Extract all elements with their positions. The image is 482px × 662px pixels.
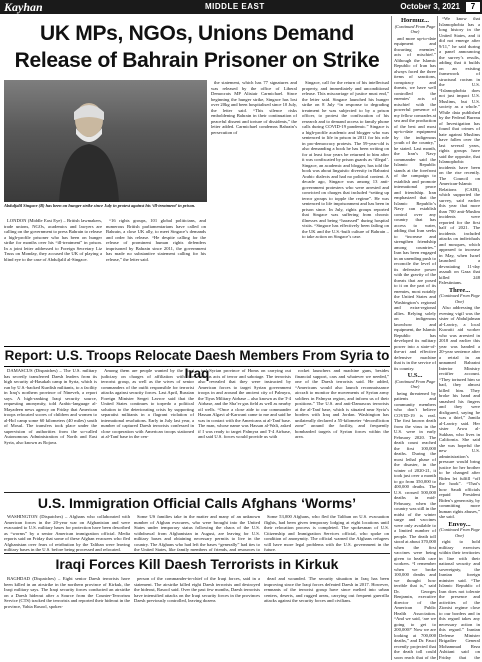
- story3-column-3: [264, 514, 389, 552]
- us-title: U.S...: [407, 372, 423, 379]
- hormuz-continued: (Continued From Page One): [394, 23, 436, 34]
- divider: [4, 492, 390, 493]
- story1-column-4: [302, 80, 389, 342]
- envoy-continued: (Continued From Page One): [439, 527, 480, 538]
- story1-column-1: [4, 218, 102, 342]
- story1-headline-line1: UK MPs, NGOs, Unions Demand: [40, 22, 354, 45]
- story3-headline: U.S. Immigration Official Calls Afghans ‘Worms’: [37, 495, 357, 511]
- story2-col2-text: Among them are people wanted by the Iraqi judiciary on charges of affiliation with the terrorist group, as well as the wives of senior commanders of the outfit responsible for terrorist attacks against security forces. Last April, Russian Foreign Minister Sergei Lavrov said that the United States continues to torpedo a political solution to the deteriorating crisis by supporting separatist militants in a flagrant violation of international resolutions. Early in July last year, a number of captured Daesh terrorists confessed in close cooperation with American troops stationed at al-Tanf base in the cen-: [101, 368, 194, 439]
- story4-column-3: [264, 576, 389, 660]
- story3-col3-text: Some 53,000 Afghans, who fled the Taliban on U.S. evacuation flights, had been given temporary lodging at eight locations until their relocation process is completed. The spokesman of U.S. Citizenship and Immigration Services official, who spoke on condition of anonymity. The official warned the Afghans refugees will have more legal problems with the U.S. government in the future.: [264, 514, 389, 552]
- story1-col1-text: LONDON (Middle East Eye) – British lawmakers, trade unions, NGOs, academics and lawyers are calling on the government to press Bahrain to release a high-profile prisoner who has been on hunger strike for months over his “ill-treatment” in prison. In a joint letter addressed to Foreign Secretary Liz Truss on Monday, they accused the UK of playing a blind eye to the case of Abduljalil al-Singace.: [4, 218, 102, 262]
- page-header: [0, 0, 482, 14]
- story2-headline: Report: U.S. Troops Relocate Daesh Members From Syria to Iraq: [4, 348, 390, 381]
- story2-column-1: [4, 368, 97, 490]
- story2-col1-text: DAMASCUS (Dispatches) – The U.S. military has secretly transferred Daesh leaders from its high security al-Hasakah camp in Syria, which is run by U.S.-backed Kurdish militants, to a facility in Iraq’s northern province of Nineveh, a report says. A high-ranking Iraqi security source, requesting anonymity, told Arabic-language al-Mayadeen news agency on Friday that American troops relocated scores of children and women to al-Hol camp some 60 kilometers (40 miles) south of Mosul. The transfers took place under the supervision of authorities from the so-called Autonomous Administration of North and East Syria, also known as Rojava.: [4, 368, 97, 445]
- story4-column-1: [4, 576, 130, 660]
- story1-col3-text: the statement, which has 77 signatures and was released by the office of Liberal Democrats MP Alistair Carmichael. Since beginning the hunger strike, Singace has lost over 20kg and been hospitalised since 10 July, the letter said. “This silence risks emboldening Bahrain in their continuation of peaceful dissent and torture of dissidents,” the letter added. Carmichael condemns Bahrain’s persecution of: [211, 80, 297, 135]
- issue-date: October 3, 2021: [400, 2, 460, 11]
- page-number: 7: [466, 2, 480, 12]
- story1-headline-line2: Release of Bahrain Prisoner on Strike: [14, 49, 380, 72]
- story1-column-2: [106, 218, 206, 342]
- us-text: being threatened by patients and community members who don’t believe COVID-19 is real. The first known death from the virus in the U.S. were in early February 2020. The death count reached the first 100,000 deaths. During the most lethal phase of the disaster, in the winter of 2020-21, it took just over a month to go from 350,000 to 400,000 deaths. The U.S. crossed 500,000 deaths in mid-February, when the country was still in the midst of the winter surge and vaccines were only available to a limited number of people. The death toll stood at about 370,000 when the first vaccines were being given to health care workers. “I remember when we broke 100,000 deaths and we thought how terrible that is,” said Dr. Georges Benjamin, executive director of the American Public Health Association. “And we said, ‘are we going to get to 200,000?’ Now we are looking at 700,000 deaths,” and Dr. Fauci recently projected that the death toll could soon reach that of the: [394, 390, 436, 660]
- sidebar-divider: [391, 16, 392, 660]
- story1-col4-text: Singace, call for the return of his intellectual property, and immediately and unconditional release. This miscarriage of justice must end,” the letter said. Singace launched his hunger strike on 8 July “in response to degrading treatment he was subjected to by a prison officer, to protest the confiscation of his research and to demand access to family phone calls during COVID-19 pandemic.” Singace is a high-profile academic and blogger who was sentenced to life in prison in 2011 for his role in pro-democracy protests. The 59-year-old is also demanding a book he has been writing on for at least four years be returned to him after it was confiscated by prison guards as ‘illegal’. Singace, an academic and blogger, has told the book was about linguistic diversity in Bahraini Arabic dialects and had no political content. A decade ago, Singace was among 13 anti-government protesters who were arrested and convicted on charges that included “setting up terror groups to topple the regime”. He was sentenced to life imprisonment and has been in prison since. In July, rights groups reported that Singace was suffering from chronic illnesses and being “harassed” during hospital visits. “Singace has effectively been failing on the UK and the U.S.-built culture of Bahrain – to take action on Singace’s case.: [302, 80, 389, 239]
- story2-col4-text: rocket launchers and machine guns, besides financial support, cars and whatever we needed,” one of the Daesh terrorists said. He added, “Americans would also launch reconnaissance aircraft to monitor the movements of Syrian army soldiers in Palmyra region, and inform us of their positions.” The U.S. and anti-Damascus terrorists at the al-Tanf base, which is situated near Syria’s borders with Iraq and Jordan. Washington has unilaterally declared a 55-kilometer “deconfliction zone” around the facility, and frequently bombarded targets of Syrian forces within the area.: [295, 368, 389, 439]
- story2-column-4: [295, 368, 389, 490]
- story4-col2-text: person of the commander-in-chief of the Iraqi forces, said in a statement. The airstrike killed eight Daesh terrorists and destroyed the hideout, Rasool said. Over the past few months, Daesh terrorists have intensified attacks on the Iraqi security forces in the provinces Daesh previously controlled, leaving dozens: [134, 576, 260, 603]
- us-continued: (Continued From Page One): [394, 378, 436, 389]
- story1-column-3: [211, 80, 297, 342]
- section-title: MIDDLE EAST: [205, 2, 265, 11]
- story1-col2-text: “16 rights groups, 101 global politicians, and numerous British parliamentarians have called on Bahrain, a close UK ally, to meet Singace’s demands and order his release. “He despite calling for the release of prominent human rights defenders imprisoned by Bahrain since 2011, the government has made no substantive statement calling for his release,” the letter said.: [106, 218, 206, 262]
- envoy-title: Envoy...: [448, 520, 471, 528]
- story3-col1-text: WASHINGTON (Dispatches) – Afghans who collaborated with American forces in the 20-year war on Afghanistan and were evacuated to U.S. military bases for protection have been described as “worms” by a senior American immigration official. Media reports said on Friday that some of these Afghan evacuees who fled Afghanistan over fears of retribution by the Taliban were leaving military bases in the U.S. before being processed and relocated.: [4, 514, 130, 552]
- sidebar-column-b: [439, 16, 480, 660]
- hormuz-title: Hormuz...: [401, 17, 429, 24]
- story3-column-2: [134, 514, 260, 552]
- person-photo-icon: [54, 98, 124, 202]
- divider: [4, 553, 390, 554]
- newspaper-logo: Kayhan: [4, 0, 43, 14]
- islamophobia-text: “We know that Islamophobia has a long history in the United States, and it did not emerge after 9/11,” he said during a panel announcing the survey’s results, adding that it builds on an existing framework of structural racism in the U.S. “Islamophobia does not just impact U.S. Muslims, but U.S. society as a whole.” While data published by the Federal Bureau of Investigation has found that crimes of hate against Muslims have fallen over the last several years, rights groups have said the opposite, that Islamophobic incidents have been on the rise recently. The Council on American-Islamic Relations (CAIR), which supported the survey, said earlier this year that more than 700 anti-Muslim incidents were reported for the first half of 2021. The incidents included attacks on individuals and mosques, which appeared to increase in May, when Israel launched a devastating 11-day assault on Gaza that killed 248 Palestinians.: [439, 16, 480, 285]
- three-title: Three...: [448, 286, 471, 294]
- sidebar-divider: [437, 16, 438, 660]
- story3-col2-text: Some US families take in the matter and many of an unknown number of Afghan evacuees, who were brought into the United States under temporary status following the chaos of the U.S. withdrawal from Afghanistan in August, are leaving for U.S. military bases and obtaining necessary permits to live in the country. The Afghans who had left the bases “generally” had ties to the United States, like family members of friends, and resources to: [134, 514, 260, 552]
- story1-headline: [4, 20, 390, 78]
- story4-col3-text: dead and wounded. The security situation in Iraq has been improving since the Iraqi forces defeated Daesh in 2017. However, remnants of the terrorist group have since melted into urban centers, deserts, and rugged areas, carrying out frequent guerrilla attacks against the security forces and civilians.: [264, 576, 389, 603]
- hormuz-text: and more up-to-date equipment and thwarting enemies’ acts of mischief.” Although the Islamic Republic of Iran has always faced the three items of sanctions, conspiracy and threats, we have well controlled the enemies’ acts of mischief with the powerful presence of my fellow comrades at sea and the production of the best and most up-to-date equipment by the indigenous youth of the country,” he stated. Last month, the Iran’s Navy commander said the Islamic Republic stands at the forefront of the campaign to establish and promote international peace and friendship. Iran emphasized that the Islamic Republic’s Navy can establish control over any country that has access to water, adding that Iran seeks to “increase and strengthen friendship among countries.” Iran has been engaged in an unending push to reconcile the level of its defensive power with the gravity of the threats that are posed to it on the part of its enemies, most notably the United States and Washington’s regional and extra-regional allies. Relying solely on indigenous knowhow and equipment, the Islamic Republic has developed its military power into a state-of-the-art and effective defensive machine that is in the service of its country.: [394, 35, 436, 371]
- story4-col1-text: BAGHDAD (Dispatches) – Eight senior Daesh terrorists have been killed in an airstrike in the northern province of Kirkuk, the Iraqi military says. The Iraqi security forces conducted an airstrike on a Daesh hideout after a Source from the Counter-Terrorism Service (CTS) tracked the terrorists and reported their hideout in the province, Yahia Rasool, spokes-: [4, 576, 130, 609]
- story4-headline: Iraqi Forces Kill Daesh Terrorists in Kirkuk: [55, 556, 339, 572]
- three-continued: (Continued From Page One): [439, 293, 480, 304]
- envoy-text: right to hold military exercises within their territories in line with their national security and sovereignty, the Iranian foreign minister said. “The Islamic Republic of Iran does not tolerate the presence and activities of the Zionist regime close to our borders and in this regard takes any necessary action in this regard.” Iranian Defense Minister Brigadier General Mohammad Reza Ashtiani said on Friday that the: [439, 539, 480, 660]
- story3-column-1: [4, 514, 130, 552]
- three-text: Also addressing the evening vigil was the sister of Abduljalman al-Lawiry, a local Kuwaiti aid worker who was arrested in 2018 and earlier this year was handed a 20-year sentence after a retrial in an unnamed Bahraini Interior Ministry rectifier account. “They tortured him so bad, they almost killed him. They broke his hand and smashed his fingers and they were disfigured, saying he was a thief,” Jamila al-Lawiry said. Her sister Arwa al-Sukhan, who lives in California. She said she was hopeful the new U.S. administration’s pressure would bring justice for her brother to be changed after Biden let fulfill “off the hook”. “That’s how Saudi officials repaid President Biden’s generosity, by committing more human rights abuses,” she said.: [439, 305, 480, 519]
- story2-col3-text: tral Syrian province of Homs on carrying out various acts of terror and sabotage. The terrorists also revealed that they were instructed by American forces to target Syrian government troops in and around the ancient city of Palmyra, the Tiyas Military Airbase – also known as the T-4 Airbase, and the Sha’er gas field as well as nearby oil wells. “Once a close aide to our commander Hassan Algavi al-Karwani came to me and said he was in contact with the Americans at al-Tanf base. The man, whose name was Hassan al-Wali, asked if I was ready to target Palmyra and T-4 Airbase, and said U.S. forces would provide us with: [198, 368, 291, 439]
- story1-caption: Abduljalil Singace (R) has been on hunger strike since July in protest against his ‘ill-treatment’ in prison.: [4, 203, 196, 208]
- story4-column-2: [134, 576, 260, 660]
- sidebar-column-a: [394, 16, 436, 660]
- story1-photo: [4, 80, 207, 202]
- story2-column-2: [101, 368, 194, 490]
- story2-column-3: [198, 368, 291, 490]
